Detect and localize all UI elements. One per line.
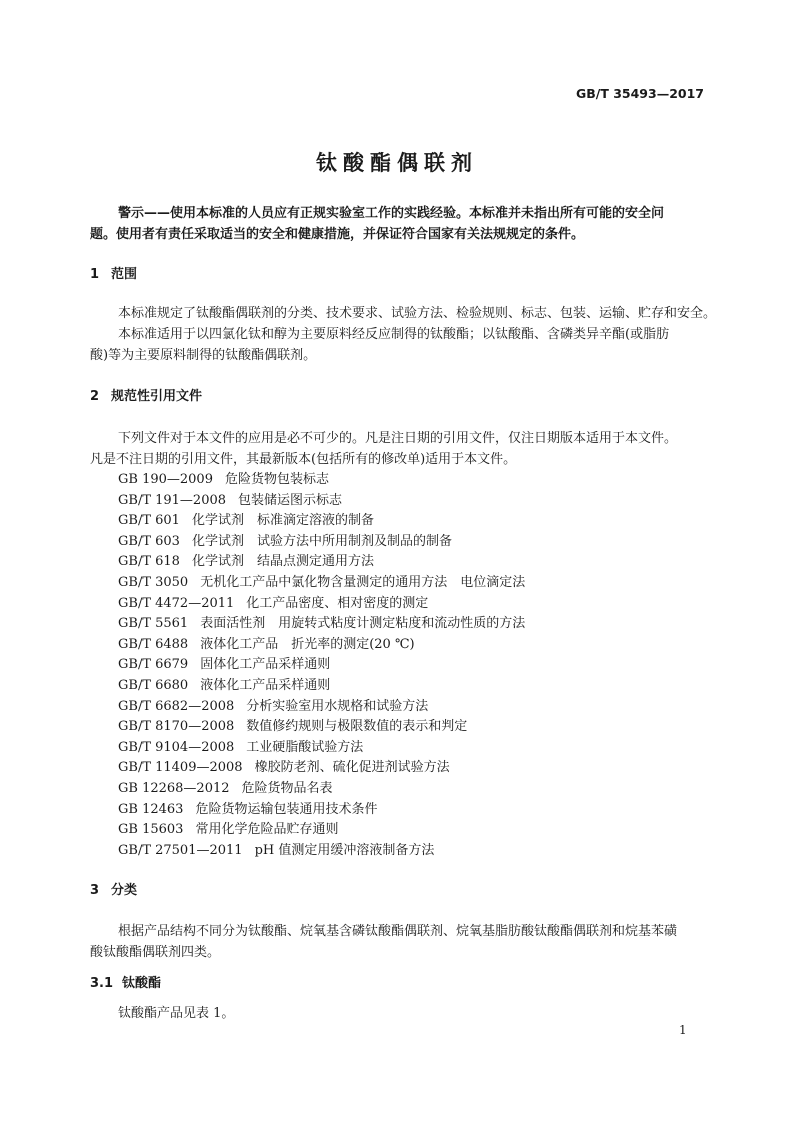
reference-code: GB/T 9104—2008	[118, 739, 235, 755]
section-3-1-title: 钛酸酯	[122, 976, 162, 991]
section-3-1-paragraph: 钛酸酯产品见表 1。	[118, 1006, 235, 1021]
section-1-paragraph-2-line-1: 本标准适用于以四氯化钛和醇为主要原料经反应制得的钛酸酯；以钛酸酯、含磷类异辛酯(或脂肪	[118, 327, 670, 342]
reference-item	[118, 653, 330, 672]
reference-code: GB 12268—2012	[118, 781, 230, 796]
reference-code: GB/T 3050	[118, 575, 189, 590]
reference-title: 化学试剂 结晶点测定通用方法	[191, 554, 374, 570]
reference-code: GB/T 5561	[118, 616, 189, 632]
reference-item	[118, 756, 450, 775]
section-3-title: 分类	[111, 883, 138, 898]
reference-code: GB/T 4472—2011	[118, 595, 235, 611]
standard-code: GB/T 35493—2017	[575, 86, 704, 101]
section-3-paragraph-1-line-1: 根据产品结构不同分为钛酸酯、烷氧基含磷钛酸酯偶联剂、烷氧基脂肪酸钛酸酯偶联剂和烷基苯磺	[118, 924, 678, 939]
reference-code: GB 12463	[118, 801, 184, 817]
section-1-paragraph-2-line-2: 酸)等为主要原料制得的钛酸酯偶联剂。	[90, 348, 317, 363]
reference-title: 橡胶防老剂、硫化促进剂试验方法	[254, 760, 450, 776]
reference-item	[118, 592, 428, 611]
section-1-title: 范围	[111, 267, 138, 282]
reference-code: GB/T 191—2008	[118, 492, 227, 508]
reference-code: GB 190—2009	[118, 472, 213, 487]
reference-title: 数值修约规则与极限数值的表示和判定	[246, 719, 468, 735]
reference-title: 液体化工产品采样通则	[200, 678, 331, 693]
reference-item	[118, 674, 330, 693]
reference-code: GB/T 6682—2008	[118, 698, 235, 714]
reference-item	[118, 633, 415, 652]
section-2-number: 2	[90, 389, 100, 404]
reference-code: GB/T 27501—2011	[118, 842, 243, 858]
section-2-title: 规范性引用文件	[111, 389, 203, 404]
reference-code: GB 15603	[118, 822, 184, 838]
reference-title: 分析实验室用水规格和试验方法	[246, 698, 429, 714]
reference-title: 化学试剂 标准滴定溶液的制备	[191, 513, 374, 529]
reference-code: GB/T 11409—2008	[118, 760, 243, 776]
section-1-heading	[90, 263, 137, 282]
reference-title: 化学试剂 试验方法中所用制剂及制品的制备	[191, 533, 452, 549]
warning-line-2: 题。使用者有责任采取适当的安全和健康措施，并保证符合国家有关法规规定的条件。	[90, 227, 585, 242]
reference-item	[118, 695, 428, 714]
reference-item	[118, 818, 338, 837]
reference-title: 危险货物运输包装通用技术条件	[195, 801, 378, 817]
reference-item	[118, 736, 363, 755]
page-number: 1	[679, 1023, 687, 1037]
section-3-heading	[90, 879, 137, 898]
section-3-1-number: 3.1	[90, 976, 114, 991]
warning-line-1: 警示——使用本标准的人员应有正规实验室工作的实践经验。本标准并未指出所有可能的安全问	[118, 206, 665, 221]
reference-code: GB/T 6679	[118, 657, 189, 673]
reference-item	[118, 550, 374, 569]
section-1-paragraph-1: 本标准规定了钛酸酯偶联剂的分类、技术要求、试验方法、检验规则、标志、包装、运输、贮存和安全。	[118, 306, 717, 321]
reference-title: 危险货物包装标志	[224, 472, 329, 487]
reference-title: 液体化工产品 折光率的测定(20 ℃)	[200, 636, 415, 652]
reference-title: pH 值测定用缓冲溶液制备方法	[254, 842, 435, 858]
reference-item	[118, 715, 467, 734]
reference-item	[118, 612, 525, 631]
reference-title: 危险货物品名表	[241, 781, 333, 796]
reference-item	[118, 839, 434, 858]
section-2-heading	[90, 385, 202, 404]
reference-title: 无机化工产品中氯化物含量测定的通用方法 电位滴定法	[200, 575, 526, 590]
reference-code: GB/T 601	[118, 513, 180, 529]
reference-title: 化工产品密度、相对密度的测定	[246, 595, 429, 611]
reference-item	[118, 489, 342, 508]
reference-code: GB/T 618	[118, 554, 180, 570]
reference-item	[118, 777, 333, 796]
reference-item	[118, 571, 525, 590]
reference-code: GB/T 8170—2008	[118, 719, 235, 735]
reference-item	[118, 468, 329, 487]
reference-title: 工业硬脂酸试验方法	[246, 739, 364, 755]
section-3-number: 3	[90, 883, 100, 898]
section-1-number: 1	[90, 267, 100, 282]
document-title: 钛酸酯偶联剂	[316, 151, 478, 175]
reference-item	[118, 509, 374, 528]
reference-code: GB/T 603	[118, 533, 180, 549]
reference-item	[118, 798, 377, 817]
section-3-paragraph-1-line-2: 酸钛酸酯偶联剂四类。	[90, 945, 221, 960]
section-2-intro-line-1: 下列文件对于本文件的应用是必不可少的。凡是注日期的引用文件，仅注日期版本适用于本文件。	[118, 431, 678, 446]
section-2-intro-line-2: 凡是不注日期的引用文件，其最新版本(包括所有的修改单)适用于本文件。	[90, 452, 517, 467]
section-3-1-heading	[90, 972, 161, 991]
reference-title: 固体化工产品采样通则	[200, 657, 331, 673]
reference-title: 表面活性剂 用旋转式粘度计测定粘度和流动性质的方法	[200, 616, 526, 632]
reference-code: GB/T 6488	[118, 636, 189, 652]
reference-item	[118, 530, 452, 549]
reference-title: 常用化学危险品贮存通则	[195, 822, 339, 838]
reference-code: GB/T 6680	[118, 678, 189, 693]
reference-title: 包装储运图示标志	[238, 492, 343, 508]
